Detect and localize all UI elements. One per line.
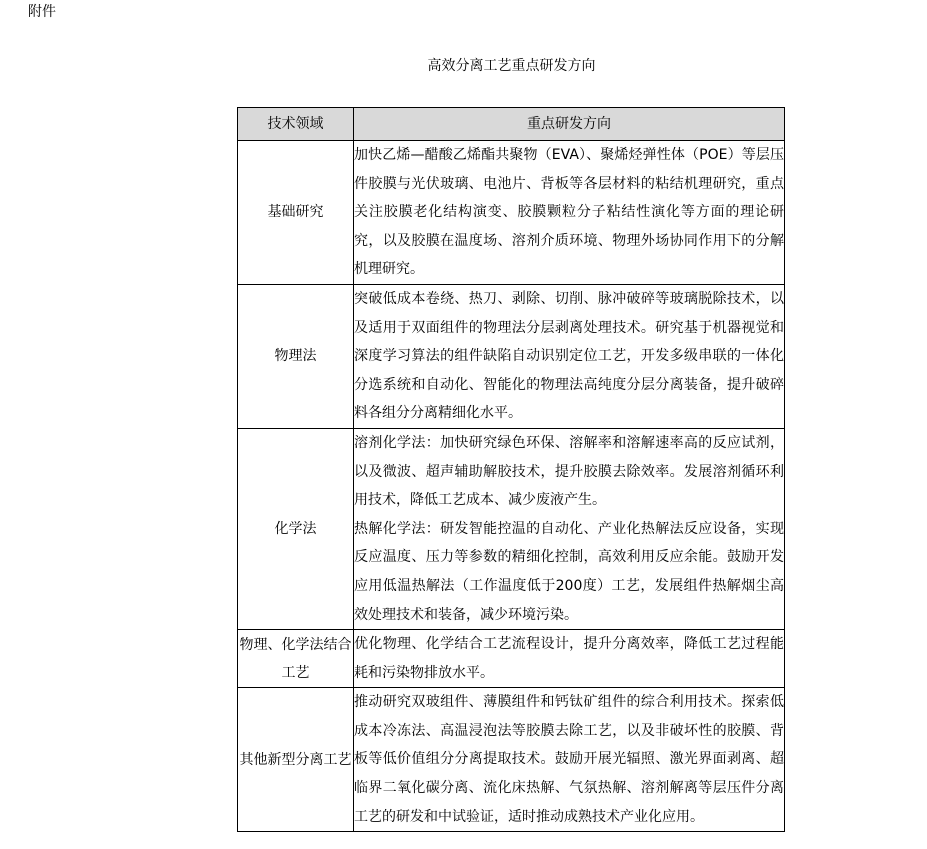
field-cell: 基础研究: [238, 141, 354, 285]
direction-cell: [354, 428, 785, 629]
direction-cell: [354, 688, 785, 832]
attachment-label: 附件: [28, 4, 56, 20]
direction-paragraph: 热解化学法：研发智能控温的自动化、产业化热解法反应设备，实现反应温度、压力等参数的精细化控制，高效利用反应余能。鼓励开发应用低温热解法（工作温度低于200度）工艺，发展组件热解烟尘高效处理技术和装备，减少环境污染。: [354, 520, 784, 623]
table-row-basic-research: [238, 141, 785, 285]
field-cell: 化学法: [238, 428, 354, 629]
table-row-physical-method: [238, 284, 785, 428]
research-directions-table: [237, 107, 785, 832]
table-header-row: [238, 108, 785, 141]
direction-paragraph: 突破低成本卷绕、热刀、剥除、切削、脉冲破碎等玻璃脱除技术，以及适用于双面组件的物理法分层剥离处理技术。研究基于机器视觉和深度学习算法的组件缺陷自动识别定位工艺，开发多级串联的一体化分选系统和自动化、智能化的物理法高纯度分层分离装备，提升破碎料各组分分离精细化水平。: [354, 290, 784, 422]
direction-paragraph: 优化物理、化学结合工艺流程设计，提升分离效率，降低工艺过程能耗和污染物排放水平。: [354, 636, 784, 681]
direction-paragraph: 推动研究双玻组件、薄膜组件和钙钛矿组件的综合利用技术。探索低成本冷冻法、高温浸泡法等胶膜去除工艺，以及非破坏性的胶膜、背板等低价值组分分离提取技术。鼓励开展光辐照、激光界面剥离、超临界二氧化碳分离、流化床热解、气氛热解、溶剂解离等层压件分离工艺的研发和中试验证，适时推动成熟技术产业化应用。: [354, 694, 784, 825]
direction-paragraph: 加快乙烯—醋酸乙烯酯共聚物（EVA）、聚烯烃弹性体（POE）等层压件胶膜与光伏玻璃、电池片、背板等各层材料的粘结机理研究，重点关注胶膜老化结构演变、胶膜颗粒分子粘结性演化等方面的理论研究，以及胶膜在温度场、溶剂介质环境、物理外场协同作用下的分解机理研究。: [354, 147, 784, 278]
document-title: 高效分离工艺重点研发方向: [427, 58, 596, 74]
table-row-other-new-process: [238, 688, 785, 832]
direction-cell: [354, 630, 785, 688]
table-row-combined-process: [238, 630, 785, 688]
field-cell: 其他新型分离工艺: [238, 688, 354, 832]
header-key-direction: 重点研发方向: [354, 108, 785, 141]
table-row-chemical-method: [238, 428, 785, 629]
field-cell: 物理、化学法结合工艺: [238, 630, 354, 688]
header-technical-field: 技术领域: [238, 108, 354, 141]
field-cell: 物理法: [238, 284, 354, 428]
direction-paragraph: 溶剂化学法：加快研究绿色环保、溶解率和溶解速率高的反应试剂，以及微波、超声辅助解胶技术，提升胶膜去除效率。发展溶剂循环利用技术，降低工艺成本、减少废液产生。: [354, 434, 784, 509]
direction-cell: [354, 141, 785, 285]
direction-cell: [354, 284, 785, 428]
